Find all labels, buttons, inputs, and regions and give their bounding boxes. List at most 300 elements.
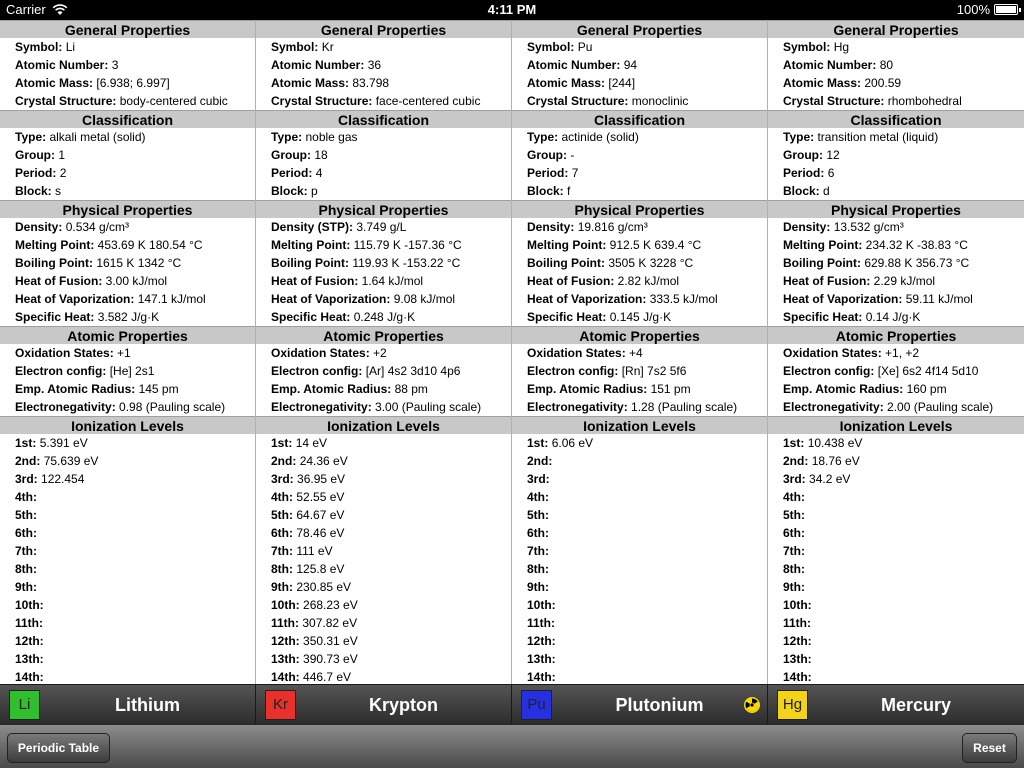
property-value: +1, +2 [885, 346, 920, 360]
property-label: Electronegativity: [527, 400, 628, 414]
property-value: body-centered cubic [119, 94, 228, 108]
atomic-properties-header: Atomic Properties [256, 326, 511, 344]
property-label: Block: [527, 184, 564, 198]
heat-of-vaporization-row [512, 290, 767, 308]
property-value: 3.00 kJ/mol [105, 274, 168, 288]
electron-config-row [256, 362, 511, 380]
battery-percent: 100% [956, 2, 990, 17]
general-properties-header: General Properties [256, 20, 511, 38]
heat-of-fusion-row [0, 272, 255, 290]
property-label: 13th: [527, 652, 556, 666]
property-label: Boiling Point: [783, 256, 861, 270]
property-label: 14th: [527, 670, 556, 684]
atomic-mass-row [0, 74, 255, 92]
property-value: 36.95 eV [297, 472, 346, 486]
element-symbol-badge: Li [9, 690, 40, 720]
ionization-levels-header: Ionization Levels [512, 416, 767, 434]
property-label: Heat of Fusion: [15, 274, 103, 288]
property-value: [Xe] 6s2 4f14 5d10 [877, 364, 979, 378]
property-label: Electron config: [527, 364, 619, 378]
ionization-row [768, 434, 1024, 452]
property-value: [Ar] 4s2 3d10 4p6 [365, 364, 461, 378]
block-row [256, 182, 511, 200]
property-label: Melting Point: [783, 238, 863, 252]
property-value: 80 [879, 58, 894, 72]
property-value: 2.00 (Pauling scale) [887, 400, 994, 414]
property-label: Specific Heat: [271, 310, 351, 324]
property-value: 3.00 (Pauling scale) [375, 400, 482, 414]
property-value: 78.46 eV [296, 526, 345, 540]
property-value: f [567, 184, 571, 198]
ionization-levels-header: Ionization Levels [768, 416, 1024, 434]
electron-config-row [0, 362, 255, 380]
block-row [0, 182, 255, 200]
property-label: 11th: [15, 616, 44, 630]
property-value: 59.11 kJ/mol [905, 292, 973, 306]
ionization-row [512, 578, 767, 596]
ionization-row [768, 488, 1024, 506]
classification-header: Classification [0, 110, 255, 128]
property-label: Symbol: [271, 40, 319, 54]
ionization-row [256, 434, 511, 452]
crystal-structure-row [768, 92, 1024, 110]
ionization-row [768, 596, 1024, 614]
property-label: Atomic Number: [15, 58, 109, 72]
atomic-properties-header: Atomic Properties [0, 326, 255, 344]
ionization-row [512, 506, 767, 524]
property-label: 2nd: [15, 454, 41, 468]
property-value: s [55, 184, 62, 198]
element-name: Plutonium [615, 695, 704, 715]
property-value: monoclinic [631, 94, 689, 108]
heat-of-fusion-row [512, 272, 767, 290]
property-label: Boiling Point: [527, 256, 605, 270]
density-row [0, 218, 255, 236]
property-label: Type: [15, 130, 47, 144]
property-label: 3rd: [15, 472, 38, 486]
property-label: 9th: [783, 580, 805, 594]
property-label: Period: [783, 166, 825, 180]
atomic-properties-header: Atomic Properties [768, 326, 1024, 344]
ionization-row [512, 650, 767, 668]
ionization-row [512, 434, 767, 452]
ionization-row [0, 524, 255, 542]
property-label: Heat of Fusion: [271, 274, 359, 288]
property-value: +2 [373, 346, 387, 360]
property-label: Type: [783, 130, 815, 144]
property-label: Crystal Structure: [783, 94, 885, 108]
property-label: 6th: [527, 526, 549, 540]
property-label: Crystal Structure: [527, 94, 629, 108]
ionization-row [0, 650, 255, 668]
property-label: 7th: [15, 544, 37, 558]
crystal-structure-row [256, 92, 511, 110]
property-value: 122.454 [41, 472, 85, 486]
element-tab-krypton[interactable] [256, 685, 512, 725]
type-row [512, 128, 767, 146]
property-value: 14 eV [295, 436, 328, 450]
ionization-row [512, 560, 767, 578]
property-value: 10.438 eV [807, 436, 863, 450]
property-label: Group: [527, 148, 567, 162]
property-label: 11th: [271, 616, 300, 630]
period-row [256, 164, 511, 182]
property-label: 1st: [271, 436, 293, 450]
property-label: Emp. Atomic Radius: [271, 382, 392, 396]
property-value: 34.2 eV [809, 472, 851, 486]
property-label: Atomic Mass: [271, 76, 350, 90]
property-value: 9.08 kJ/mol [393, 292, 456, 306]
element-tab-lithium[interactable] [0, 685, 256, 725]
property-label: Specific Heat: [783, 310, 863, 324]
heat-of-fusion-row [256, 272, 511, 290]
heat-of-vaporization-row [0, 290, 255, 308]
density-row [256, 218, 511, 236]
property-label: 1st: [15, 436, 37, 450]
property-label: 1st: [783, 436, 805, 450]
property-value: 4 [315, 166, 323, 180]
property-value: rhombohedral [887, 94, 962, 108]
property-label: Electronegativity: [271, 400, 372, 414]
property-value: 1 [58, 148, 66, 162]
ionization-row [256, 452, 511, 470]
property-label: 7th: [783, 544, 805, 558]
boiling-point-row [512, 254, 767, 272]
property-label: Period: [271, 166, 313, 180]
oxidation-states-row [256, 344, 511, 362]
property-value: +1 [117, 346, 131, 360]
carrier-label: Carrier [6, 2, 46, 17]
property-value: 2.82 kJ/mol [617, 274, 680, 288]
physical-properties-header: Physical Properties [512, 200, 767, 218]
property-value: 2 [59, 166, 67, 180]
property-value: [Rn] 7s2 5f6 [621, 364, 687, 378]
property-label: 7th: [527, 544, 549, 558]
battery-icon [994, 4, 1018, 15]
electron-config-row [768, 362, 1024, 380]
atomic-mass-row [512, 74, 767, 92]
property-value: 453.69 K 180.54 °C [97, 238, 203, 252]
property-label: Atomic Number: [271, 58, 365, 72]
property-value: 1.28 (Pauling scale) [631, 400, 738, 414]
oxidation-states-row [768, 344, 1024, 362]
ionization-row [512, 470, 767, 488]
property-label: Heat of Vaporization: [15, 292, 135, 306]
property-value: 6 [827, 166, 835, 180]
status-bar [0, 0, 1024, 20]
property-value: 0.248 J/g·K [353, 310, 416, 324]
heat-of-vaporization-row [768, 290, 1024, 308]
element-symbol-badge: Kr [265, 690, 296, 720]
period-row [0, 164, 255, 182]
property-label: 2nd: [271, 454, 297, 468]
classification-header: Classification [768, 110, 1024, 128]
property-label: 8th: [15, 562, 37, 576]
property-label: 10th: [527, 598, 556, 612]
property-label: Oxidation States: [15, 346, 114, 360]
property-value: 200.59 [864, 76, 902, 90]
atomic-radius-row [768, 380, 1024, 398]
property-value: 1615 K 1342 °C [96, 256, 182, 270]
property-value: 75.639 eV [43, 454, 99, 468]
ionization-row [768, 470, 1024, 488]
symbol-row [256, 38, 511, 56]
property-label: Emp. Atomic Radius: [15, 382, 136, 396]
oxidation-states-row [0, 344, 255, 362]
property-label: 8th: [271, 562, 293, 576]
melting-point-row [512, 236, 767, 254]
ionization-row [256, 506, 511, 524]
ionization-row [256, 650, 511, 668]
property-label: Heat of Fusion: [527, 274, 615, 288]
ionization-row [256, 524, 511, 542]
density-row [768, 218, 1024, 236]
property-label: 12th: [271, 634, 300, 648]
block-row [512, 182, 767, 200]
property-value: 147.1 kJ/mol [137, 292, 206, 306]
property-value: 115.79 K -157.36 °C [353, 238, 462, 252]
property-label: Emp. Atomic Radius: [527, 382, 648, 396]
element-column [0, 20, 256, 684]
ionization-row [0, 542, 255, 560]
property-label: Atomic Mass: [527, 76, 606, 90]
property-label: Specific Heat: [15, 310, 95, 324]
ionization-row [512, 542, 767, 560]
melting-point-row [768, 236, 1024, 254]
ionization-row [768, 578, 1024, 596]
property-value: 0.145 J/g·K [609, 310, 672, 324]
element-tab-mercury[interactable] [768, 685, 1024, 725]
atomic-radius-row [512, 380, 767, 398]
element-name: Krypton [369, 695, 438, 715]
property-value: 0.98 (Pauling scale) [119, 400, 226, 414]
property-label: Atomic Mass: [783, 76, 862, 90]
property-label: 12th: [527, 634, 556, 648]
property-value: 24.36 eV [299, 454, 348, 468]
property-label: Boiling Point: [271, 256, 349, 270]
property-label: 4th: [527, 490, 549, 504]
property-label: 5th: [783, 508, 805, 522]
property-value: transition metal (liquid) [817, 130, 939, 144]
crystal-structure-row [0, 92, 255, 110]
melting-point-row [0, 236, 255, 254]
property-value: 111 eV [296, 544, 333, 558]
property-value: 36 [367, 58, 382, 72]
electronegativity-row [256, 398, 511, 416]
atomic-number-row [256, 56, 511, 74]
group-row [0, 146, 255, 164]
atomic-number-row [768, 56, 1024, 74]
ionization-row [256, 560, 511, 578]
symbol-row [0, 38, 255, 56]
boiling-point-row [256, 254, 511, 272]
atomic-mass-row [256, 74, 511, 92]
heat-of-vaporization-row [256, 290, 511, 308]
property-label: 9th: [527, 580, 549, 594]
property-label: Type: [271, 130, 303, 144]
property-label: 5th: [271, 508, 293, 522]
property-label: Oxidation States: [783, 346, 882, 360]
property-label: 4th: [15, 490, 37, 504]
property-label: 6th: [783, 526, 805, 540]
property-label: Period: [527, 166, 569, 180]
group-row [256, 146, 511, 164]
property-label: 9th: [271, 580, 293, 594]
property-value: 350.31 eV [303, 634, 358, 648]
ionization-row [0, 668, 255, 684]
property-label: Oxidation States: [527, 346, 626, 360]
specific-heat-row [768, 308, 1024, 326]
property-label: 2nd: [783, 454, 809, 468]
type-row [0, 128, 255, 146]
block-row [768, 182, 1024, 200]
electronegativity-row [512, 398, 767, 416]
ionization-row [0, 560, 255, 578]
boiling-point-row [0, 254, 255, 272]
ionization-row [768, 506, 1024, 524]
property-value: Pu [577, 40, 593, 54]
property-label: 5th: [15, 508, 37, 522]
property-value: 18 [314, 148, 328, 162]
property-label: Crystal Structure: [15, 94, 117, 108]
ionization-row [768, 560, 1024, 578]
property-value: 0.14 J/g·K [865, 310, 921, 324]
property-value: noble gas [305, 130, 358, 144]
property-label: 12th: [15, 634, 44, 648]
atomic-properties-header: Atomic Properties [512, 326, 767, 344]
electronegativity-row [768, 398, 1024, 416]
property-label: Density: [783, 220, 831, 234]
ionization-row [512, 668, 767, 684]
heat-of-fusion-row [768, 272, 1024, 290]
ionization-row [256, 578, 511, 596]
ionization-row [768, 668, 1024, 684]
property-label: 2nd: [527, 454, 553, 468]
property-label: Group: [15, 148, 55, 162]
property-label: Density: [527, 220, 575, 234]
property-value: [6.938; 6.997] [96, 76, 170, 90]
property-value: 0.534 g/cm³ [65, 220, 130, 234]
ionization-row [768, 650, 1024, 668]
type-row [256, 128, 511, 146]
property-label: Period: [15, 166, 57, 180]
property-value: 52.55 eV [296, 490, 345, 504]
property-value: 7 [571, 166, 579, 180]
element-column [768, 20, 1024, 684]
period-row [768, 164, 1024, 182]
oxidation-states-row [512, 344, 767, 362]
property-value: 125.8 eV [296, 562, 345, 576]
element-symbol-badge: Pu [521, 690, 552, 720]
property-value: actinide (solid) [561, 130, 639, 144]
property-label: 4th: [783, 490, 805, 504]
property-value: 18.76 eV [811, 454, 860, 468]
periodic-table-button[interactable]: Periodic Table [7, 733, 110, 763]
property-value: +4 [629, 346, 643, 360]
property-label: 4th: [271, 490, 293, 504]
property-label: Heat of Fusion: [783, 274, 871, 288]
property-label: Density: [15, 220, 63, 234]
reset-button[interactable]: Reset [962, 733, 1017, 763]
property-value: 230.85 eV [296, 580, 352, 594]
group-row [768, 146, 1024, 164]
property-value: 160 pm [906, 382, 947, 396]
specific-heat-row [512, 308, 767, 326]
property-value: 3 [111, 58, 119, 72]
property-label: Atomic Number: [783, 58, 877, 72]
property-label: 7th: [271, 544, 293, 558]
property-label: Block: [783, 184, 820, 198]
property-label: 10th: [783, 598, 812, 612]
property-label: Group: [783, 148, 823, 162]
element-column [256, 20, 512, 684]
property-value: 12 [826, 148, 840, 162]
symbol-row [768, 38, 1024, 56]
property-label: 11th: [527, 616, 556, 630]
ionization-row [768, 542, 1024, 560]
ionization-row [256, 668, 511, 684]
ionization-row [0, 632, 255, 650]
ionization-levels-header: Ionization Levels [256, 416, 511, 434]
specific-heat-row [0, 308, 255, 326]
ionization-row [768, 614, 1024, 632]
property-label: Melting Point: [527, 238, 607, 252]
property-value: 119.93 K -153.22 °C [352, 256, 461, 270]
atomic-radius-row [256, 380, 511, 398]
property-label: Boiling Point: [15, 256, 93, 270]
ionization-row [0, 452, 255, 470]
property-label: 8th: [527, 562, 549, 576]
property-label: Electron config: [783, 364, 875, 378]
property-value: 19.816 g/cm³ [577, 220, 648, 234]
clock: 4:11 PM [487, 2, 537, 17]
ionization-row [512, 524, 767, 542]
property-value: face-centered cubic [375, 94, 481, 108]
ionization-row [256, 470, 511, 488]
electronegativity-row [0, 398, 255, 416]
property-label: 6th: [15, 526, 37, 540]
property-label: 14th: [783, 670, 812, 684]
property-label: 1st: [527, 436, 549, 450]
element-symbol-badge: Hg [777, 690, 808, 720]
element-name: Mercury [880, 695, 952, 715]
general-properties-header: General Properties [0, 20, 255, 38]
property-label: 13th: [783, 652, 812, 666]
property-label: Type: [527, 130, 559, 144]
property-value: d [823, 184, 830, 198]
physical-properties-header: Physical Properties [0, 200, 255, 218]
physical-properties-header: Physical Properties [256, 200, 511, 218]
property-value: - [570, 148, 575, 162]
period-row [512, 164, 767, 182]
property-value: 629.88 K 356.73 °C [864, 256, 970, 270]
atomic-radius-row [0, 380, 255, 398]
property-label: 12th: [783, 634, 812, 648]
property-label: 13th: [271, 652, 300, 666]
element-tab-plutonium[interactable] [512, 685, 768, 725]
symbol-row [512, 38, 767, 56]
property-label: 10th: [271, 598, 300, 612]
property-label: Electron config: [15, 364, 107, 378]
radioactive-icon [744, 697, 760, 713]
property-label: Melting Point: [15, 238, 95, 252]
property-label: 5th: [527, 508, 549, 522]
specific-heat-row [256, 308, 511, 326]
property-value: [244] [608, 76, 636, 90]
property-label: 3rd: [271, 472, 294, 486]
property-label: 3rd: [783, 472, 806, 486]
property-value: 3.582 J/g·K [97, 310, 160, 324]
